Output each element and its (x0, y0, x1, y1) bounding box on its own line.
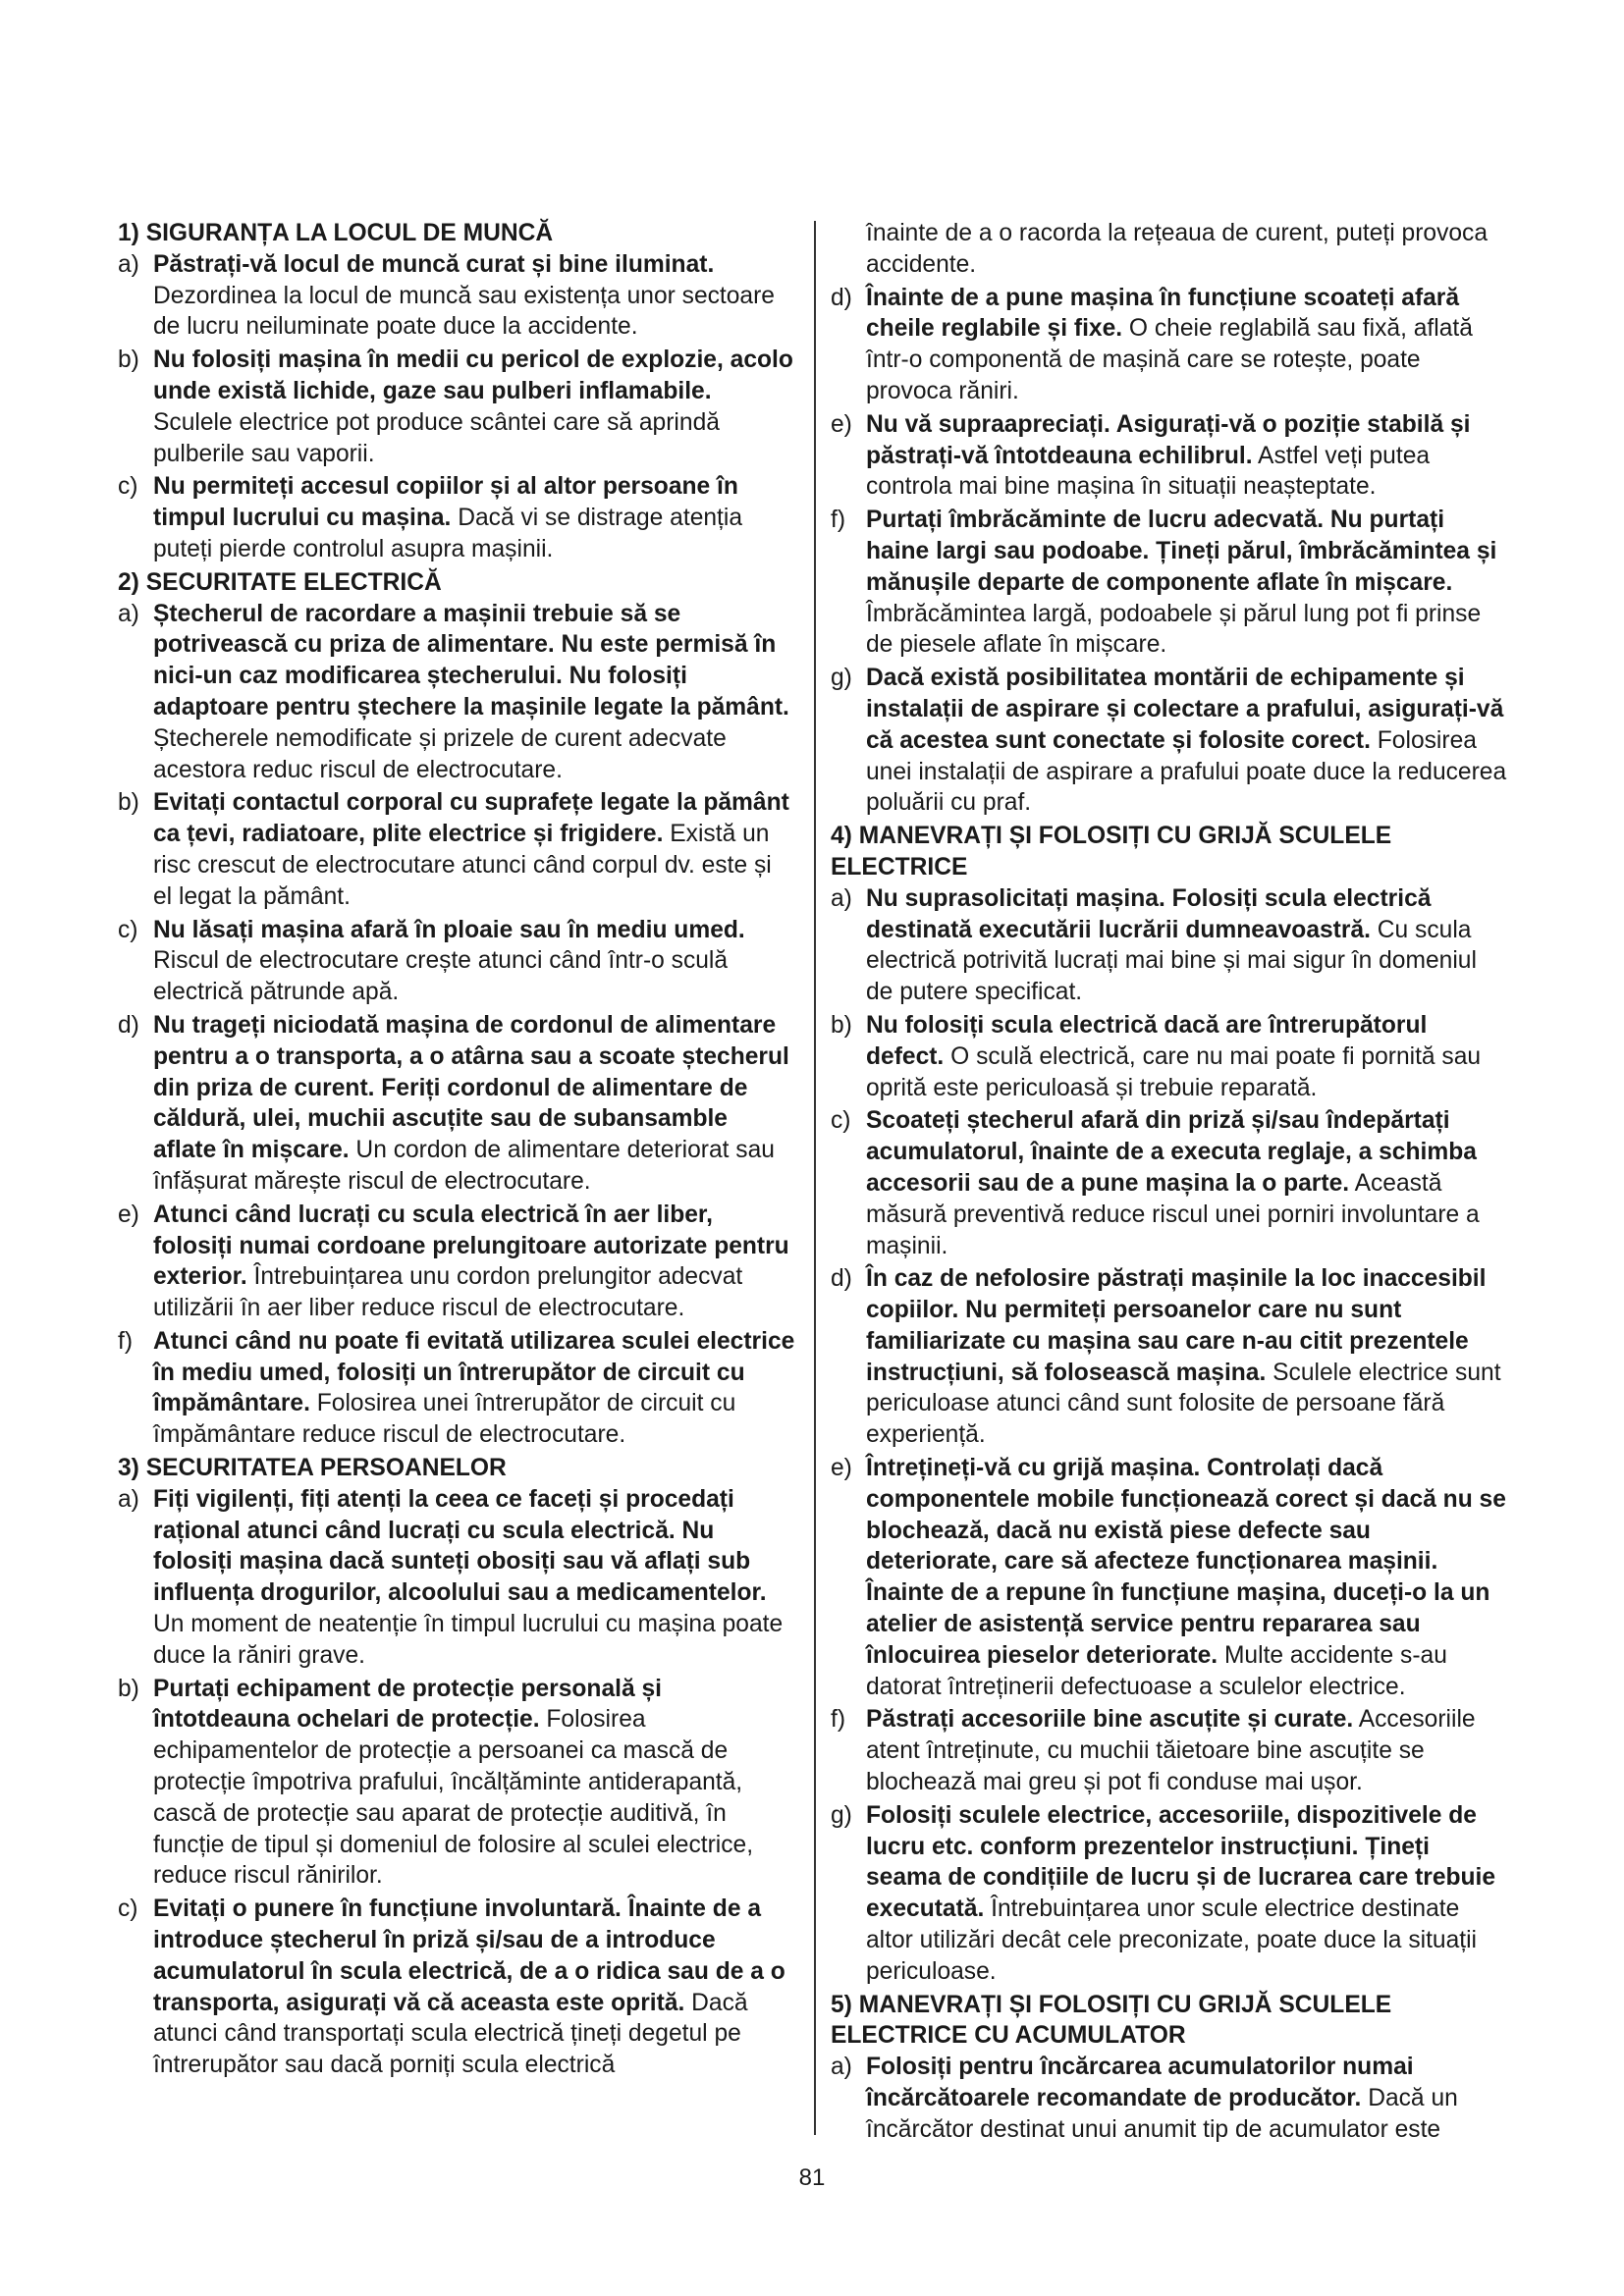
section-5-heading: 5) MANEVRAȚI ȘI FOLOSIȚI CU GRIJĂ SCULELE ELECTRICE CU ACUMULATOR (831, 1991, 1392, 2050)
section-4-heading: 4) MANEVRAȚI ȘI FOLOSIȚI CU GRIJĂ SCULELE ELECTRICE (831, 823, 1392, 881)
list-item (831, 883, 1508, 1008)
list-item (118, 787, 795, 912)
item-letter: c) (831, 1107, 851, 1135)
list-item (118, 1326, 795, 1451)
item-letter: f) (831, 1706, 846, 1734)
item-text: Folosirea unei întrerupător de circuit cu împământare reduce riscul de electrocutare. (153, 1390, 736, 1449)
item-bold: Întrețineți-vă cu grijă mașina. Controlați dacă componentele mobile funcționează corect și dacă nu se blochează, dacă nu există piese defecte sau deteriorate, care să afecteze funcționarea mașinii. Înainte de a repune în funcțiune mașina, duceți-o la un atelier de asistență service pentru repararea sau înlocuirea pieselor deteriorate. (866, 1455, 1506, 1669)
list-item (118, 249, 795, 343)
right-column (831, 218, 1508, 2148)
list-item (831, 409, 1508, 503)
item-text: Un cordon de alimentare deteriorat sau înfășurat mărește riscul de electrocutare. (153, 1137, 775, 1195)
item-letter: a) (118, 600, 139, 627)
left-column (118, 218, 795, 2083)
list-item (831, 663, 1508, 819)
item-letter: d) (831, 1265, 852, 1293)
item-text: Multe accidente s-au datorat întreținerii defectuoase a sculelor electrice. (866, 1641, 1447, 1700)
item-letter: g) (831, 665, 852, 692)
list-item (118, 599, 795, 786)
item-letter: a) (831, 884, 852, 912)
item-text: Dacă un încărcător destinat unui anumit tip de acumulator este (866, 2085, 1458, 2143)
item-bold: Evitați o punere în funcțiune involuntară. Înainte de a introduce ștecherul în priză și/sau de a introduce acumulatorul în scula electrică, de a o ridica sau de a o transporta, asigurați vă că aceasta este oprită. (153, 1896, 785, 2016)
item-bold: Nu vă supraapreciați. Asigurați-vă o poziție stabilă și păstrați-vă întotdeauna echilibrul. (866, 410, 1471, 469)
item-text: Sculele electrice sunt periculoase atunci când sunt folosite de persoane fără experiență. (866, 1359, 1501, 1449)
item-letter: a) (118, 1485, 139, 1513)
list-item (831, 1105, 1508, 1261)
item-bold: Atunci când lucrați cu scula electrică în aer liber, folosiți numai cordoane prelungitoare autorizate pentru exterior. (153, 1201, 789, 1291)
list-item (118, 471, 795, 564)
item-text: Ștecherele nemodificate și prizele de curent adecvate acestora reduc riscul de electrocutare. (153, 724, 727, 783)
item-letter: b) (118, 347, 139, 374)
item-bold: Atunci când nu poate fi evitată utilizarea sculei electrice în mediu umed, folosiți un întrerupător de circuit cu împământare. (153, 1327, 795, 1417)
item-bold: Înainte de a pune mașina în funcțiune scoateți afară cheile reglabile și fixe. (866, 284, 1460, 343)
item-letter: c) (118, 916, 138, 943)
page-number: 81 (798, 2164, 826, 2191)
list-item (831, 1453, 1508, 1702)
item-bold: Nu folosiți mașina în medii cu pericol de explozie, acolo unde există lichide, gaze sau pulberi inflamabile. (153, 347, 793, 404)
item-letter: g) (831, 1801, 852, 1829)
list-item (831, 505, 1508, 661)
item-text: Această măsură preventivă reduce riscul unei porniri involuntare a mașinii. (866, 1169, 1480, 1259)
item-letter: e) (118, 1201, 139, 1228)
item-letter: f) (831, 507, 846, 534)
item-text: Un moment de neatenție în timpul lucrului cu mașina poate duce la răniri grave. (153, 1611, 784, 1669)
item-letter: d) (118, 1011, 139, 1039)
item-text: Astfel veți putea controla mai bine mașina în situații neașteptate. (866, 442, 1431, 501)
item-letter: a) (831, 2054, 852, 2081)
section-3-heading: 3) SECURITATEA PERSOANELOR (118, 1455, 507, 1482)
list-item (831, 1704, 1508, 1797)
item-bold: Evitați contactul corporal cu suprafețe legate la pământ ca țevi, radiatoare, plite electrice și frigidere. (153, 789, 789, 848)
item-letter: f) (118, 1327, 134, 1355)
item-bold: Nu trageți niciodată mașina de cordonul de alimentare pentru a o transporta, a o atârna sau a scoate ștecherul din priza de curent. Feriți cordonul de alimentare de căldură, ulei, muchii ascuțite sau de subansamble aflate în mișcare. (153, 1011, 789, 1164)
item-letter: c) (118, 1896, 138, 1923)
item-text: Cu scula electrică potrivită lucrați mai bine și mai sigur în domeniul de putere specificat. (866, 916, 1477, 1006)
item-bold: Dacă există posibilitatea montării de echipamente și instalații de aspirare și colectare a prafului, asigurați-vă că acestea sunt conectate și folosite corect. (866, 665, 1504, 754)
item-letter: b) (831, 1011, 852, 1039)
item-text: Dacă vi se distrage atenția puteți pierde controlul asupra mașinii. (153, 505, 743, 562)
list-item (831, 283, 1508, 407)
item-text: Dezordinea la locul de muncă sau existența unor sectoare de lucru neiluminate poate duce la accidente. (153, 282, 775, 341)
item-letter: c) (118, 473, 138, 501)
item-bold: Purtați îmbrăcăminte de lucru adecvată. Nu purtați haine largi sau podoabe. Țineți părul, îmbrăcămintea și mănușile departe de componente aflate în mișcare. (866, 507, 1497, 596)
item-bold: Folosiți sculele electrice, accesoriile, dispozitivele de lucru etc. conform prezentelor instrucțiuni. Țineți seama de condițiile de lucru și de lucrarea care trebuie executată. (866, 1801, 1496, 1923)
list-item (118, 1484, 795, 1672)
list-item (831, 1010, 1508, 1103)
column-divider (814, 221, 816, 2135)
item-letter: b) (118, 1675, 139, 1702)
item-text: Întrebuințarea unor scule electrice destinate altor utilizări decât cele preconizate, poate duce la situații periculoase. (866, 1896, 1478, 1985)
item-text: Îmbrăcămintea largă, podoabele și părul lung pot fi prinse de piesele aflate în mișcare. (866, 600, 1482, 659)
list-item (118, 915, 795, 1008)
item-text: Accesoriile atent întreținute, cu muchii tăietoare bine ascuțite se blochează mai greu și pot fi conduse mai ușor. (866, 1706, 1476, 1796)
list-item (831, 1263, 1508, 1451)
item-text: Riscul de electrocutare crește atunci când într-o sculă electrică pătrunde apă. (153, 947, 729, 1006)
item-text: O cheie reglabilă sau fixă, aflată într-o componentă de mașină care se rotește, poate provoca răniri. (866, 315, 1473, 404)
item-text: O sculă electrică, care nu mai poate fi pornită sau oprită este periculoasă și trebuie reparată. (866, 1042, 1482, 1101)
section-2-heading: 2) SECURITATE ELECTRICĂ (118, 568, 442, 596)
list-item (831, 2052, 1508, 2145)
item-letter: e) (831, 410, 852, 438)
item-bold: Scoateți ștecherul afară din priză și/sau îndepărtați acumulatorul, înainte de a executa reglaje, a schimba accesorii sau de a pune mașina la o parte. (866, 1107, 1477, 1197)
item-text: Folosirea echipamentelor de protecție a persoanei ca mască de protecție împotriva prafului, încălțăminte antiderapantă, cască de protecție sau aparat de protecție auditivă, în funcție de tipul și domeniul de folosire al sculei electrice, reduce riscul rănirilor. (153, 1706, 754, 1890)
item-text: Dacă atunci când transportați scula electrică țineți degetul pe întrerupător sau dacă porniți scula electrică (153, 1989, 748, 2079)
item-bold: Folosiți pentru încărcarea acumulatorilor numai încărcătoarele recomandate de producător. (866, 2054, 1414, 2112)
item-bold: Păstrați-vă locul de muncă curat și bine iluminat. (153, 250, 715, 278)
continuation-text: înainte de a o racorda la rețeaua de curent, puteți provoca accidente. (866, 220, 1489, 278)
item-bold: Nu suprasolicitați mașina. Folosiți scula electrică destinată executării lucrării dumneavoastră. (866, 884, 1432, 943)
item-letter: e) (831, 1455, 852, 1482)
item-bold: Ștecherul de racordare a mașinii trebuie să se potrivească cu priza de alimentare. Nu este permisă în nici-un caz modificarea ștecherului. Nu folosiți adaptoare pentru ștechere la mașinile legate la pământ. (153, 600, 789, 721)
item-text: Folosirea unei instalații de aspirare a prafului poate duce la reducerea poluării cu praf. (866, 726, 1507, 817)
item-bold: În caz de nefolosire păstrați mașinile la loc inaccesibil copiilor. Nu permiteți persoanelor care nu sunt familiarizate cu mașina sau care n-au citit prezentele instrucțiuni, să folosească mașina. (866, 1265, 1487, 1386)
item-letter: a) (118, 250, 139, 278)
item-text: Există un risc crescut de electrocutare atunci când corpul dv. este și el legat la pământ. (153, 821, 772, 910)
item-letter: d) (831, 284, 852, 311)
list-item (118, 1200, 795, 1324)
item-text: Sculele electrice pot produce scântei care să aprindă pulberile sau vaporii. (153, 408, 720, 467)
list-item (118, 345, 795, 469)
item-bold: Păstrați accesoriile bine ascuțite și curate. (866, 1706, 1354, 1734)
list-item (118, 1894, 795, 2081)
list-item (831, 1800, 1508, 1988)
item-bold: Nu folosiți scula electrică dacă are întrerupătorul defect. (866, 1011, 1428, 1070)
item-text: Întrebuințarea unu cordon prelungitor adecvat utilizării în aer liber reduce riscul de electrocutare. (153, 1263, 743, 1322)
section-1-heading: 1) SIGURANȚA LA LOCUL DE MUNCĂ (118, 220, 554, 246)
item-bold: Nu permiteți accesul copiilor și al altor persoane în timpul lucrului cu mașina. (153, 473, 738, 532)
item-bold: Nu lăsați mașina afară în ploaie sau în mediu umed. (153, 916, 745, 943)
list-item (118, 1010, 795, 1198)
item-letter: b) (118, 789, 139, 817)
item-bold: Purtați echipament de protecție personală și întotdeauna ochelari de protecție. (153, 1675, 662, 1734)
list-item (118, 1674, 795, 1893)
item-bold: Fiți vigilenți, fiți atenți la ceea ce faceți și procedați rațional atunci când lucrați cu scula electrică. Nu folosiți mașina dacă sunteți obosiți sau vă aflați sub influența drogurilor, alcoolului sau a medicamentelor. (153, 1485, 767, 1607)
